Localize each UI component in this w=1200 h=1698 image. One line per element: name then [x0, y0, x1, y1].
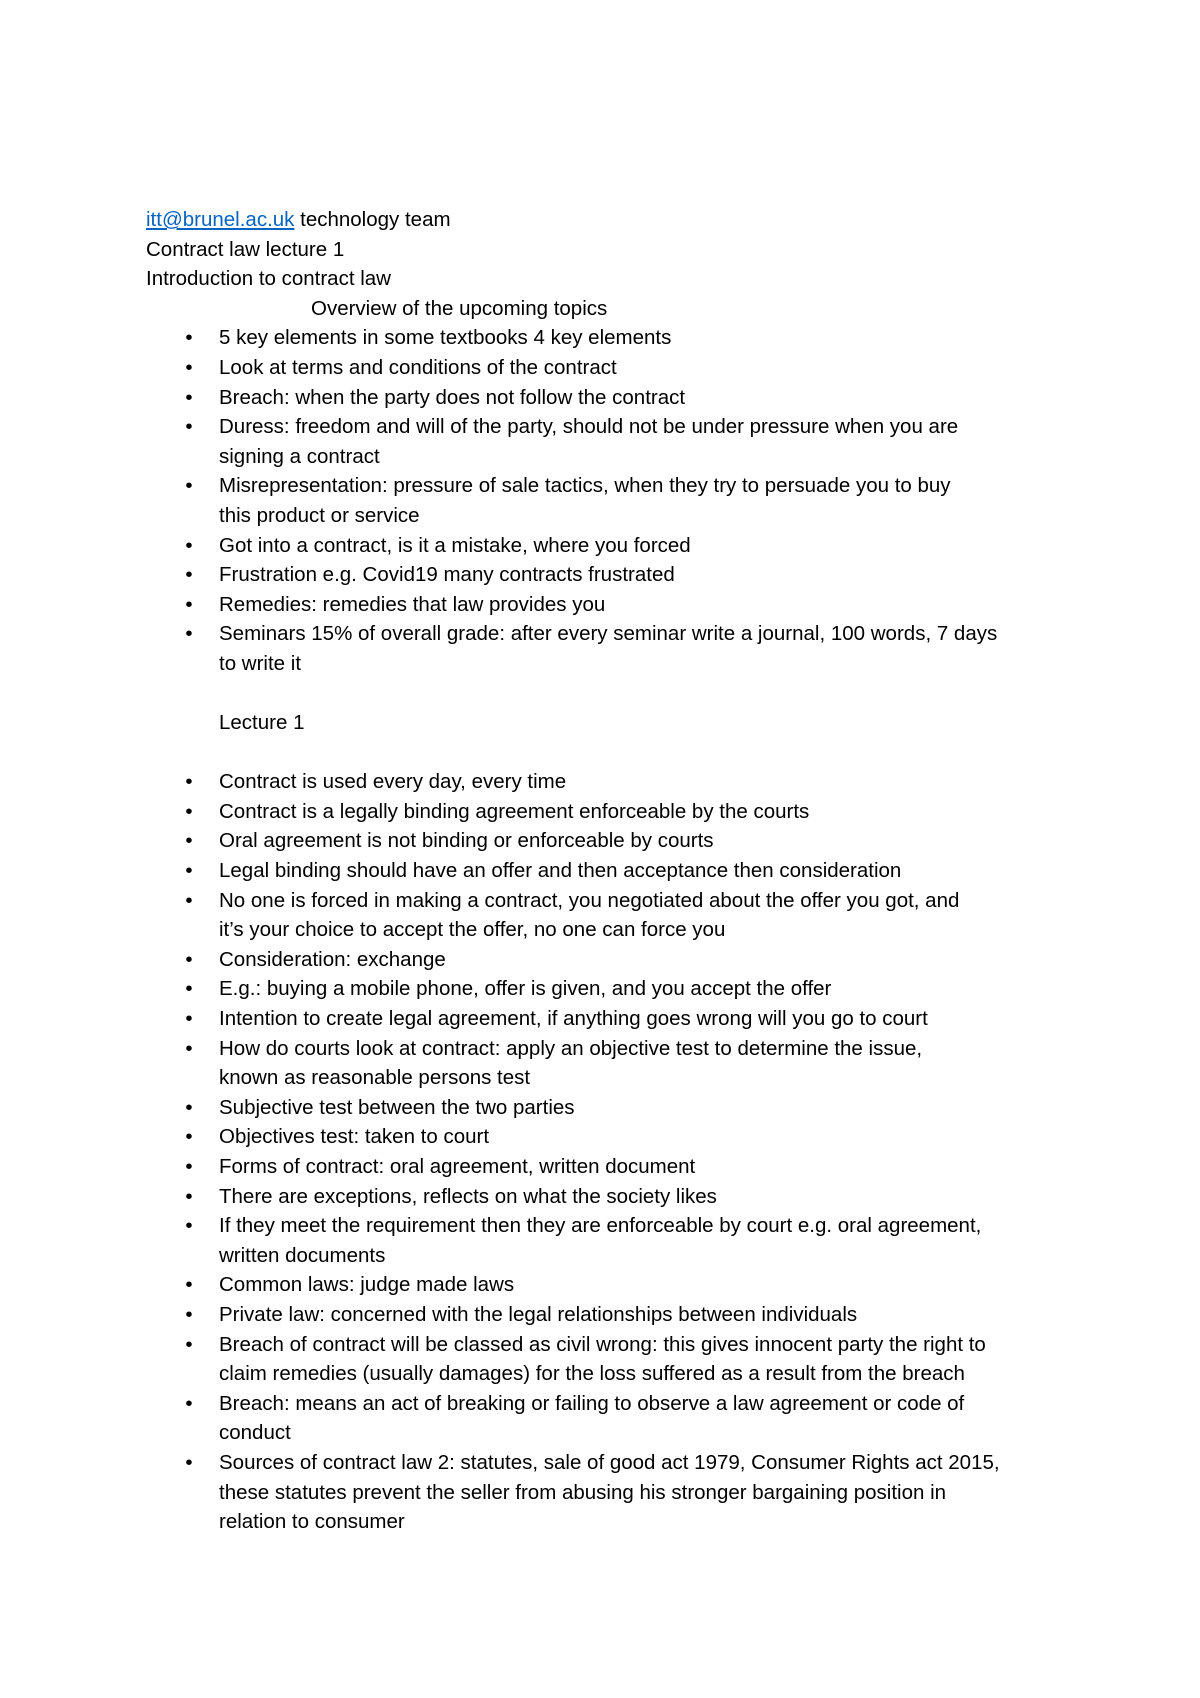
list-item-text: written documents — [219, 1243, 386, 1267]
bullet-icon: • — [185, 1214, 193, 1238]
list-item — [146, 1152, 1066, 1182]
list-item-text: these statutes prevent the seller from abusing his stronger bargaining position in — [219, 1480, 947, 1504]
list-item-text: E.g.: buying a mobile phone, offer is given, and you accept the offer — [219, 977, 832, 1001]
list-item-text: No one is forced in making a contract, you negotiated about the offer you got, and — [219, 888, 960, 912]
bullet-icon: • — [185, 355, 193, 379]
email-link[interactable]: itt@brunel.ac.uk — [146, 208, 295, 231]
list-item — [146, 797, 1066, 827]
list-item-text: signing a contract — [219, 444, 380, 468]
email-suffix: technology team — [294, 208, 451, 231]
list-item-text: Misrepresentation: pressure of sale tactics, when they try to persuade you to buy — [219, 474, 951, 498]
bullet-icon: • — [185, 1125, 193, 1149]
list-item — [146, 412, 1066, 471]
spacer — [146, 679, 1066, 709]
overview-list — [146, 323, 1066, 678]
list-item-text: this product or service — [219, 503, 420, 527]
bullet-icon: • — [185, 829, 193, 853]
list-item-text: Remedies: remedies that law provides you — [219, 592, 606, 616]
list-item-text: to write it — [219, 651, 302, 675]
bullet-icon: • — [185, 385, 193, 409]
spacer — [146, 738, 1066, 768]
list-item-text: Intention to create legal agreement, if anything goes wrong will you go to court — [219, 1007, 928, 1031]
document-body — [146, 205, 1066, 1537]
bullet-icon: • — [185, 1302, 193, 1326]
list-item-text: Common laws: judge made laws — [219, 1273, 515, 1297]
bullet-icon: • — [185, 326, 193, 350]
lecture-list — [146, 767, 1066, 1536]
list-item-text: it’s your choice to accept the offer, no one can force you — [219, 918, 726, 942]
list-item — [146, 826, 1066, 856]
bullet-icon: • — [185, 947, 193, 971]
bullet-icon: • — [185, 1450, 193, 1474]
list-item-text: Sources of contract law 2: statutes, sale of good act 1979, Consumer Rights act 2015, — [219, 1450, 1000, 1474]
list-item-text: How do courts look at contract: apply an objective test to determine the issue, — [219, 1036, 923, 1060]
list-item — [146, 1270, 1066, 1300]
list-item-text: conduct — [219, 1421, 291, 1445]
list-item-text: Frustration e.g. Covid19 many contracts frustrated — [219, 563, 675, 587]
list-item-text: Contract is used every day, every time — [219, 770, 567, 794]
list-item-text: relation to consumer — [219, 1510, 405, 1534]
bullet-icon: • — [185, 1007, 193, 1031]
list-item — [146, 471, 1066, 530]
bullet-icon: • — [185, 888, 193, 912]
bullet-icon: • — [185, 622, 193, 646]
email-line — [146, 205, 1066, 235]
list-item — [146, 974, 1066, 1004]
bullet-icon: • — [185, 1184, 193, 1208]
list-item-text: There are exceptions, reflects on what the society likes — [219, 1184, 717, 1208]
list-item — [146, 619, 1066, 678]
list-item-text: Breach of contract will be classed as civil wrong: this gives innocent party the right to — [219, 1332, 986, 1356]
document-title: Contract law lecture 1 — [146, 237, 345, 261]
list-item-text: Got into a contract, is it a mistake, where you forced — [219, 533, 691, 557]
overview-heading: Overview of the upcoming topics — [311, 296, 608, 320]
bullet-icon: • — [185, 1273, 193, 1297]
list-item — [146, 1093, 1066, 1123]
list-item-text: If they meet the requirement then they are enforceable by court e.g. oral agreement, — [219, 1214, 982, 1238]
list-item-text: Objectives test: taken to court — [219, 1125, 490, 1149]
bullet-icon: • — [185, 770, 193, 794]
list-item — [146, 767, 1066, 797]
list-item — [146, 945, 1066, 975]
document-subtitle: Introduction to contract law — [146, 267, 391, 291]
bullet-icon: • — [185, 533, 193, 557]
list-item — [146, 856, 1066, 886]
list-item — [146, 590, 1066, 620]
list-item — [146, 353, 1066, 383]
list-item-text: Seminars 15% of overall grade: after every seminar write a journal, 100 words, 7 days — [219, 622, 998, 646]
list-item-text: Duress: freedom and will of the party, should not be under pressure when you are — [219, 415, 959, 439]
list-item-text: Look at terms and conditions of the contract — [219, 355, 617, 379]
bullet-icon: • — [185, 859, 193, 883]
list-item-text: Consideration: exchange — [219, 947, 446, 971]
list-item-text: Contract is a legally binding agreement enforceable by the courts — [219, 799, 810, 823]
bullet-icon: • — [185, 1095, 193, 1119]
list-item-text: Subjective test between the two parties — [219, 1095, 575, 1119]
list-item-text: Oral agreement is not binding or enforceable by courts — [219, 829, 714, 853]
list-item — [146, 1034, 1066, 1093]
bullet-icon: • — [185, 415, 193, 439]
list-item — [146, 531, 1066, 561]
list-item-text: Breach: when the party does not follow the contract — [219, 385, 686, 409]
bullet-icon: • — [185, 563, 193, 587]
bullet-icon: • — [185, 1391, 193, 1415]
list-item-text: claim remedies (usually damages) for the loss suffered as a result from the breach — [219, 1362, 965, 1386]
list-item — [146, 1122, 1066, 1152]
bullet-icon: • — [185, 592, 193, 616]
list-item — [146, 1389, 1066, 1448]
list-item — [146, 1004, 1066, 1034]
list-item-text: Forms of contract: oral agreement, written document — [219, 1155, 696, 1178]
list-item — [146, 560, 1066, 590]
bullet-icon: • — [185, 1332, 193, 1356]
bullet-icon: • — [185, 1036, 193, 1060]
list-item — [146, 886, 1066, 945]
list-item-text: Private law: concerned with the legal relationships between individuals — [219, 1302, 858, 1326]
list-item — [146, 1182, 1066, 1212]
list-item — [146, 323, 1066, 353]
list-item — [146, 383, 1066, 413]
bullet-icon: • — [185, 474, 193, 498]
lecture-heading: Lecture 1 — [219, 711, 305, 735]
list-item — [146, 1300, 1066, 1330]
list-item-text: 5 key elements in some textbooks 4 key elements — [219, 326, 672, 350]
list-item — [146, 1211, 1066, 1270]
list-item — [146, 1448, 1066, 1537]
bullet-icon: • — [185, 1155, 193, 1178]
bullet-icon: • — [185, 799, 193, 823]
list-item-text: Legal binding should have an offer and then acceptance then consideration — [219, 859, 902, 883]
list-item-text: known as reasonable persons test — [219, 1066, 531, 1090]
bullet-icon: • — [185, 977, 193, 1001]
list-item — [146, 1330, 1066, 1389]
list-item-text: Breach: means an act of breaking or failing to observe a law agreement or code of — [219, 1391, 965, 1415]
